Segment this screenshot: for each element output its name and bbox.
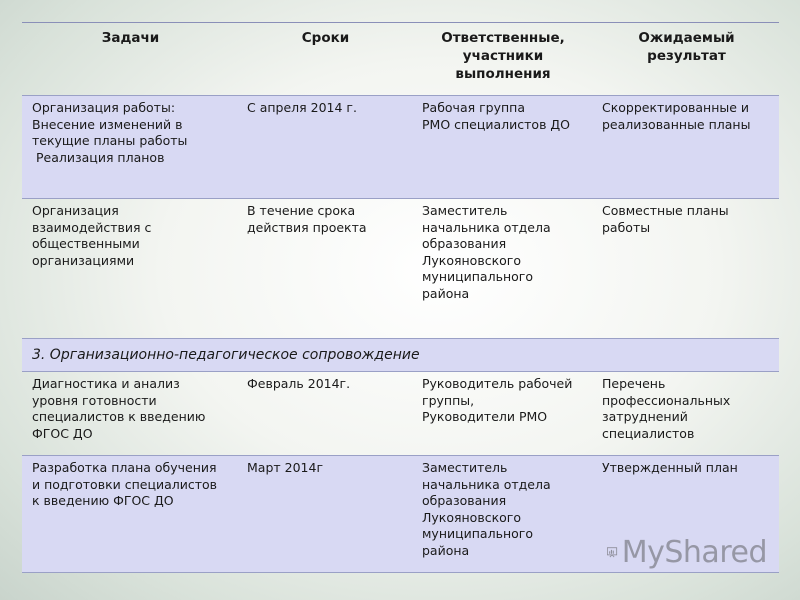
table-row bbox=[22, 372, 779, 456]
task-cell: Разработка плана обучения и подготовки специалистов к введению ФГОС ДО bbox=[32, 460, 218, 508]
result-cell: Утвержденный план bbox=[602, 460, 738, 475]
responsible-cell: Рабочая группа РМО специалистов ДО bbox=[422, 100, 571, 132]
section-row bbox=[22, 339, 779, 372]
table-row bbox=[22, 96, 779, 199]
header-responsible: Ответственные, участники выполнения bbox=[441, 30, 565, 82]
header-tasks: Задачи bbox=[101, 30, 160, 46]
task-cell: Диагностика и анализ уровня готовности специалистов к введению ФГОС ДО bbox=[32, 376, 206, 441]
result-cell: Скорректированные и реализованные планы bbox=[602, 100, 751, 132]
watermark bbox=[607, 533, 767, 571]
term-cell: В течение срока действия проекта bbox=[247, 203, 367, 235]
task-cell: Организация работы: Внесение изменений в текущие планы работы Реализация планов bbox=[32, 100, 188, 165]
header-result: Ожидаемый результат bbox=[638, 30, 735, 64]
result-cell: Совместные планы работы bbox=[602, 203, 729, 235]
term-cell: Февраль 2014г. bbox=[247, 376, 351, 391]
responsible-cell: Руководитель рабочей группы, Руководители РМО bbox=[422, 376, 573, 424]
term-cell: Март 2014г bbox=[247, 460, 324, 475]
responsible-cell: Заместитель начальника отдела образования Лукояновского муниципального района bbox=[422, 460, 551, 558]
plan-table bbox=[22, 22, 779, 573]
table-header-row bbox=[22, 23, 779, 96]
section-title: 3. Организационно-педагогическое сопровождение bbox=[32, 347, 420, 363]
result-cell: Перечень профессиональных затруднений специалистов bbox=[602, 376, 731, 441]
responsible-cell: Заместитель начальника отдела образования Лукояновского муниципального района bbox=[422, 203, 551, 301]
term-cell: С апреля 2014 г. bbox=[247, 100, 357, 115]
task-cell: Организация взаимодействия с общественными организациями bbox=[32, 203, 152, 268]
watermark-text: MyShared bbox=[621, 534, 767, 570]
chart-logo-icon bbox=[607, 537, 618, 567]
header-terms: Сроки bbox=[301, 30, 350, 46]
table-row bbox=[22, 199, 779, 339]
